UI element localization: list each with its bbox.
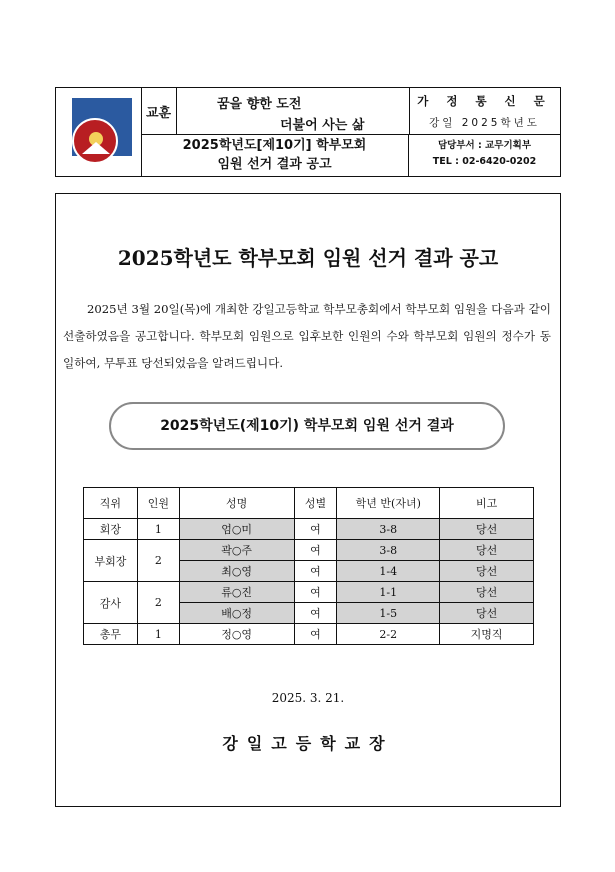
- cell-gender: 여: [294, 603, 337, 624]
- cell-count: 2: [137, 540, 179, 582]
- department-info: [409, 134, 560, 176]
- header-class: 학년 반(자녀): [337, 488, 440, 519]
- cell-position: 회장: [84, 519, 138, 540]
- header-name: 성명: [179, 488, 294, 519]
- header-count: 인원: [137, 488, 179, 519]
- school-motto: [176, 88, 410, 135]
- cell-note: 당선: [440, 519, 534, 540]
- cell-class: 3-8: [337, 540, 440, 561]
- telephone: TEL : 02-6420-0202: [432, 156, 537, 167]
- cell-name: 엄○미: [179, 519, 294, 540]
- table-header-row: [84, 488, 534, 519]
- header-note: 비고: [440, 488, 534, 519]
- results-table: [83, 487, 534, 645]
- cell-name: 최○영: [179, 561, 294, 582]
- header-gender: 성별: [294, 488, 337, 519]
- notice-title-line-2: 임원 선거 결과 공고: [217, 157, 332, 172]
- cell-class: 2-2: [337, 624, 440, 645]
- notice-date: 2025. 3. 21.: [271, 691, 345, 705]
- principal-signature: 강일고등학교장: [222, 734, 394, 753]
- newsletter-title: 가 정 통 신 문: [417, 94, 552, 108]
- motto-line-1: 꿈을 향한 도전: [217, 97, 302, 112]
- cell-name: 배○정: [179, 603, 294, 624]
- motto-label: 교훈: [141, 88, 177, 135]
- cell-class: 1-4: [337, 561, 440, 582]
- school-logo: [56, 88, 142, 176]
- table-row: [84, 519, 534, 540]
- newsletter-header: [55, 87, 561, 177]
- cell-class: 1-5: [337, 603, 440, 624]
- newsletter-title-box: [409, 88, 560, 135]
- cell-count: 1: [137, 624, 179, 645]
- cell-name: 류○진: [179, 582, 294, 603]
- cell-count: 2: [137, 582, 179, 624]
- document-title: 2025학년도 학부모회 임원 선거 결과 공고: [117, 246, 499, 270]
- section-title: 2025학년도(제10기) 학부모회 임원 선거 결과: [109, 402, 505, 450]
- cell-name: 정○영: [179, 624, 294, 645]
- cell-class: 1-1: [337, 582, 440, 603]
- cell-position: 감사: [84, 582, 138, 624]
- cell-note: 당선: [440, 582, 534, 603]
- cell-note: 지명직: [440, 624, 534, 645]
- cell-name: 곽○주: [179, 540, 294, 561]
- cell-class: 3-8: [337, 519, 440, 540]
- newsletter-subtitle: 강일 2025학년도: [429, 117, 540, 129]
- cell-note: 당선: [440, 540, 534, 561]
- department-name: 담당부서 : 교무기획부: [437, 140, 531, 151]
- school-emblem-icon: [72, 118, 118, 164]
- cell-note: 당선: [440, 603, 534, 624]
- cell-gender: 여: [294, 519, 337, 540]
- cell-gender: 여: [294, 561, 337, 582]
- cell-position: 총무: [84, 624, 138, 645]
- cell-gender: 여: [294, 624, 337, 645]
- cell-note: 당선: [440, 561, 534, 582]
- motto-line-2: 더불어 사는 삶: [280, 118, 365, 133]
- notice-paragraph: 2025년 3월 20일(목)에 개최한 강일고등학교 학부모총회에서 학부모회 임원을 다음과 같이 선출하였음을 공고합니다. 학부모회 임원으로 입후보한 인원의 수와 학부모회 임원의 정수가 동일하여, 무투표 당선되었음을 알려드립니다.: [63, 302, 551, 370]
- table-row: [84, 624, 534, 645]
- cell-count: 1: [137, 519, 179, 540]
- table-row: [84, 540, 534, 561]
- table-row: [84, 582, 534, 603]
- header-position: 직위: [84, 488, 138, 519]
- notice-body: [55, 193, 561, 807]
- notice-title-line-1: 2025학년도[제10기] 학부모회: [182, 138, 367, 153]
- notice-title-box: [141, 134, 409, 176]
- cell-gender: 여: [294, 582, 337, 603]
- cell-gender: 여: [294, 540, 337, 561]
- cell-position: 부회장: [84, 540, 138, 582]
